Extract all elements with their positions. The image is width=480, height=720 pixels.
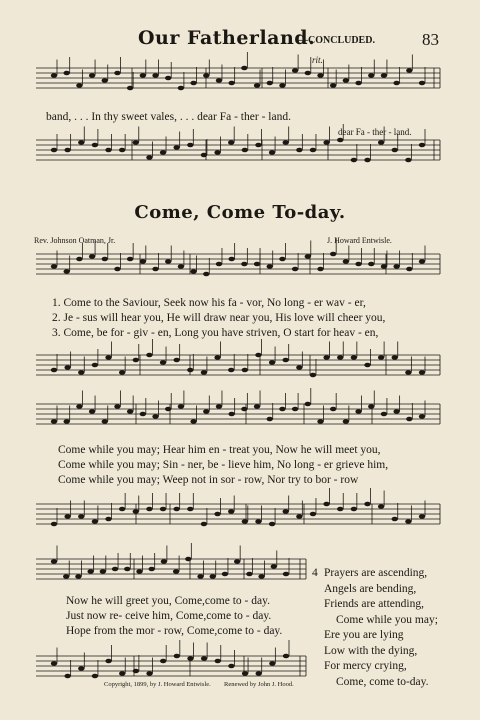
lyric-line: band, . . . In thy sweet vales, . . . dear Fa - ther - land. xyxy=(46,111,291,123)
note-head xyxy=(216,262,222,267)
note-head xyxy=(269,150,275,155)
note-head xyxy=(368,404,374,409)
note-head xyxy=(124,567,130,572)
note-head xyxy=(269,661,275,666)
verse-line: Low with the dying, xyxy=(324,644,418,657)
note-head xyxy=(368,73,374,78)
note-head xyxy=(146,671,152,676)
note-head xyxy=(87,569,93,574)
lyric-line: Come while you may; Sin - ner, be - lieve him, No long - er grieve him, xyxy=(58,459,389,471)
renewal-notice: Renewed by John J. Hood. xyxy=(224,681,294,688)
lyric-line: Just now re- ceive him, Come,come to - day. xyxy=(66,610,272,622)
note-head xyxy=(296,148,302,153)
hymn-title: Come, Come To-day. xyxy=(134,202,346,223)
lyric-line: 3. Come, be for - giv - en, Long you have striven, O start for heav - en, xyxy=(52,327,379,339)
note-head xyxy=(133,358,139,363)
note-head xyxy=(76,83,82,88)
note-head xyxy=(337,355,343,360)
note-head xyxy=(392,517,398,522)
note-head xyxy=(63,419,69,424)
note-head xyxy=(254,262,260,267)
note-head xyxy=(267,81,273,86)
note-head xyxy=(267,264,273,269)
note-head xyxy=(305,254,311,259)
note-head xyxy=(214,150,220,155)
note-head xyxy=(419,370,425,375)
note-head xyxy=(419,514,425,519)
note-head xyxy=(310,373,316,378)
note-head xyxy=(127,257,133,262)
note-head xyxy=(214,512,220,517)
note-head xyxy=(173,358,179,363)
note-head xyxy=(381,264,387,269)
note-head xyxy=(178,404,184,409)
note-head xyxy=(255,519,261,524)
note-head xyxy=(173,507,179,512)
note-head xyxy=(64,148,70,153)
note-head xyxy=(279,407,285,412)
note-head xyxy=(279,257,285,262)
note-head xyxy=(246,572,252,577)
note-head xyxy=(419,143,425,148)
note-head xyxy=(406,267,412,272)
ritardando-mark: rit. xyxy=(312,55,323,65)
note-head xyxy=(323,502,329,507)
note-head xyxy=(92,674,98,679)
note-head xyxy=(271,564,277,569)
note-head xyxy=(51,522,57,527)
note-head xyxy=(228,412,234,417)
verse-line: Angels are bending, xyxy=(324,582,417,595)
composer-credit: J. Howard Entwisle. xyxy=(327,236,392,245)
note-head xyxy=(197,574,203,579)
note-head xyxy=(51,419,57,424)
note-head xyxy=(279,83,285,88)
note-head xyxy=(127,409,133,414)
note-head xyxy=(187,368,193,373)
note-head xyxy=(136,569,142,574)
note-head xyxy=(92,363,98,368)
note-head xyxy=(310,512,316,517)
note-head xyxy=(105,355,111,360)
note-head xyxy=(378,504,384,509)
verse-line: Come while you may; xyxy=(336,613,438,626)
note-head xyxy=(296,365,302,370)
note-head xyxy=(364,502,370,507)
note-head xyxy=(64,674,70,679)
note-head xyxy=(152,414,158,419)
note-head xyxy=(343,259,349,264)
note-head xyxy=(114,267,120,272)
note-head xyxy=(185,557,191,562)
note-head xyxy=(140,259,146,264)
note-head xyxy=(330,407,336,412)
note-head xyxy=(89,73,95,78)
note-head xyxy=(296,514,302,519)
note-head xyxy=(343,78,349,83)
note-head xyxy=(241,66,247,71)
note-head xyxy=(78,140,84,145)
note-head xyxy=(76,257,82,262)
note-head xyxy=(368,262,374,267)
note-head xyxy=(234,559,240,564)
note-head xyxy=(133,140,139,145)
note-head xyxy=(317,73,323,78)
note-head xyxy=(201,370,207,375)
note-head xyxy=(381,412,387,417)
verse-line: Friends are attending, xyxy=(324,598,424,610)
note-head xyxy=(102,257,108,262)
note-head xyxy=(146,155,152,160)
note-head xyxy=(242,519,248,524)
note-head xyxy=(216,404,222,409)
note-head xyxy=(78,370,84,375)
verse-line: Prayers are ascending, xyxy=(324,567,428,579)
note-head xyxy=(378,140,384,145)
note-head xyxy=(140,412,146,417)
lyric-line: Come while you may; Hear him en - treat you, Now he will meet you, xyxy=(58,444,381,456)
note-head xyxy=(419,81,425,86)
note-head xyxy=(323,355,329,360)
note-head xyxy=(222,572,228,577)
note-head xyxy=(337,507,343,512)
note-head xyxy=(133,669,139,674)
note-head xyxy=(269,522,275,527)
note-head xyxy=(215,659,221,664)
note-head xyxy=(406,417,412,422)
note-head xyxy=(63,269,69,274)
note-head xyxy=(76,404,82,409)
note-head xyxy=(63,71,69,76)
note-head xyxy=(228,509,234,514)
note-head xyxy=(419,414,425,419)
verse-number: 4 xyxy=(312,567,318,579)
note-head xyxy=(201,656,207,661)
note-head xyxy=(160,360,166,365)
note-head xyxy=(392,355,398,360)
note-head xyxy=(105,148,111,153)
running-title: Our Fatherland. xyxy=(138,27,316,49)
note-head xyxy=(242,368,248,373)
note-head xyxy=(160,659,166,664)
note-head xyxy=(102,419,108,424)
note-head xyxy=(323,140,329,145)
note-head xyxy=(190,419,196,424)
copyright-notice: Copyright, 1899, by J. Howard Entwisle. xyxy=(104,681,211,688)
lyric-echo: dear Fa - ther - land. xyxy=(338,127,412,137)
note-head xyxy=(355,262,361,267)
note-head xyxy=(51,148,57,153)
note-head xyxy=(406,68,412,73)
note-head xyxy=(242,148,248,153)
note-head xyxy=(254,83,260,88)
note-head xyxy=(51,368,57,373)
note-head xyxy=(351,158,357,163)
note-head xyxy=(105,659,111,664)
note-head xyxy=(119,370,125,375)
note-head xyxy=(173,569,179,574)
note-head xyxy=(405,370,411,375)
lyric-line: 1. Come to the Saviour, Seek now his fa - vor, No long - er wav - er, xyxy=(52,297,366,309)
note-head xyxy=(165,407,171,412)
note-head xyxy=(114,404,120,409)
note-head xyxy=(187,656,193,661)
note-head xyxy=(405,158,411,163)
author-credit: Rev. Johnson Oatman, Jr. xyxy=(34,236,116,245)
note-head xyxy=(255,353,261,358)
note-head xyxy=(283,654,289,659)
note-head xyxy=(216,78,222,83)
note-head xyxy=(317,419,323,424)
note-head xyxy=(405,519,411,524)
note-head xyxy=(364,158,370,163)
note-head xyxy=(256,671,262,676)
note-head xyxy=(258,574,264,579)
note-head xyxy=(173,145,179,150)
note-head xyxy=(255,143,261,148)
lyric-line: Come while you may; Weep not in sor - row, Nor try to bor - row xyxy=(58,474,359,486)
note-head xyxy=(283,509,289,514)
note-head xyxy=(393,409,399,414)
note-head xyxy=(317,267,323,272)
note-head xyxy=(78,666,84,671)
note-head xyxy=(152,73,158,78)
note-head xyxy=(210,574,216,579)
note-head xyxy=(160,150,166,155)
note-head xyxy=(201,153,207,158)
verse-four xyxy=(312,566,438,690)
note-head xyxy=(89,254,95,259)
verse-line: Ere you are lying xyxy=(324,629,404,641)
note-head xyxy=(351,355,357,360)
note-head xyxy=(267,417,273,422)
lyric-line: Now he will greet you, Come,come to - day. xyxy=(66,595,270,607)
note-head xyxy=(119,148,125,153)
note-head xyxy=(119,507,125,512)
note-head xyxy=(51,264,57,269)
note-head xyxy=(146,353,152,358)
note-head xyxy=(381,73,387,78)
note-head xyxy=(161,559,167,564)
note-head xyxy=(203,73,209,78)
note-head xyxy=(119,671,125,676)
note-head xyxy=(241,407,247,412)
note-head xyxy=(364,363,370,368)
note-head xyxy=(152,267,158,272)
verse-line: Come, come to-day. xyxy=(336,675,429,688)
note-head xyxy=(241,262,247,267)
lyric-line: Hope from the mor - row, Come,come to - day. xyxy=(66,625,283,637)
note-head xyxy=(146,507,152,512)
note-head xyxy=(283,572,289,577)
note-head xyxy=(292,68,298,73)
note-head xyxy=(187,143,193,148)
note-head xyxy=(228,664,234,669)
note-head xyxy=(114,71,120,76)
note-head xyxy=(190,81,196,86)
verse-line: For mercy crying, xyxy=(324,660,407,672)
note-head xyxy=(89,409,95,414)
note-head xyxy=(392,148,398,153)
note-head xyxy=(343,419,349,424)
note-head xyxy=(393,81,399,86)
note-head xyxy=(51,661,57,666)
note-head xyxy=(393,264,399,269)
note-head xyxy=(178,264,184,269)
note-head xyxy=(140,73,146,78)
note-head xyxy=(330,252,336,257)
note-head xyxy=(187,507,193,512)
note-head xyxy=(337,138,343,143)
note-head xyxy=(292,407,298,412)
note-head xyxy=(190,269,196,274)
lyric-line: 2. Je - sus will hear you, He will draw near you, His love will cheer you, xyxy=(52,312,386,324)
note-head xyxy=(292,267,298,272)
note-head xyxy=(283,140,289,145)
note-head xyxy=(305,71,311,76)
note-head xyxy=(92,519,98,524)
note-head xyxy=(127,86,133,91)
note-head xyxy=(305,402,311,407)
note-head xyxy=(63,574,69,579)
note-head xyxy=(78,514,84,519)
note-head xyxy=(174,654,180,659)
note-head xyxy=(100,569,106,574)
note-head xyxy=(148,567,154,572)
note-head xyxy=(165,259,171,264)
note-head xyxy=(419,259,425,264)
note-head xyxy=(228,81,234,86)
note-head xyxy=(269,360,275,365)
running-subtitle: —CONCLUDED. xyxy=(298,35,375,46)
note-head xyxy=(242,671,248,676)
note-head xyxy=(165,76,171,81)
note-head xyxy=(355,409,361,414)
note-head xyxy=(228,368,234,373)
note-head xyxy=(203,409,209,414)
note-head xyxy=(201,522,207,527)
note-head xyxy=(283,358,289,363)
note-head xyxy=(160,507,166,512)
note-head xyxy=(112,567,118,572)
note-head xyxy=(310,148,316,153)
note-head xyxy=(133,509,139,514)
note-head xyxy=(203,272,209,277)
note-head xyxy=(51,73,57,78)
note-head xyxy=(105,517,111,522)
note-head xyxy=(228,257,234,262)
note-head xyxy=(254,404,260,409)
note-head xyxy=(64,365,70,370)
note-head xyxy=(378,355,384,360)
note-head xyxy=(330,83,336,88)
note-head xyxy=(178,86,184,91)
note-head xyxy=(228,140,234,145)
note-head xyxy=(75,574,81,579)
note-head xyxy=(214,355,220,360)
note-head xyxy=(351,507,357,512)
note-head xyxy=(51,559,57,564)
note-head xyxy=(102,78,108,83)
note-head xyxy=(355,81,361,86)
note-head xyxy=(92,143,98,148)
page-number: 83 xyxy=(422,30,439,49)
note-head xyxy=(64,514,70,519)
